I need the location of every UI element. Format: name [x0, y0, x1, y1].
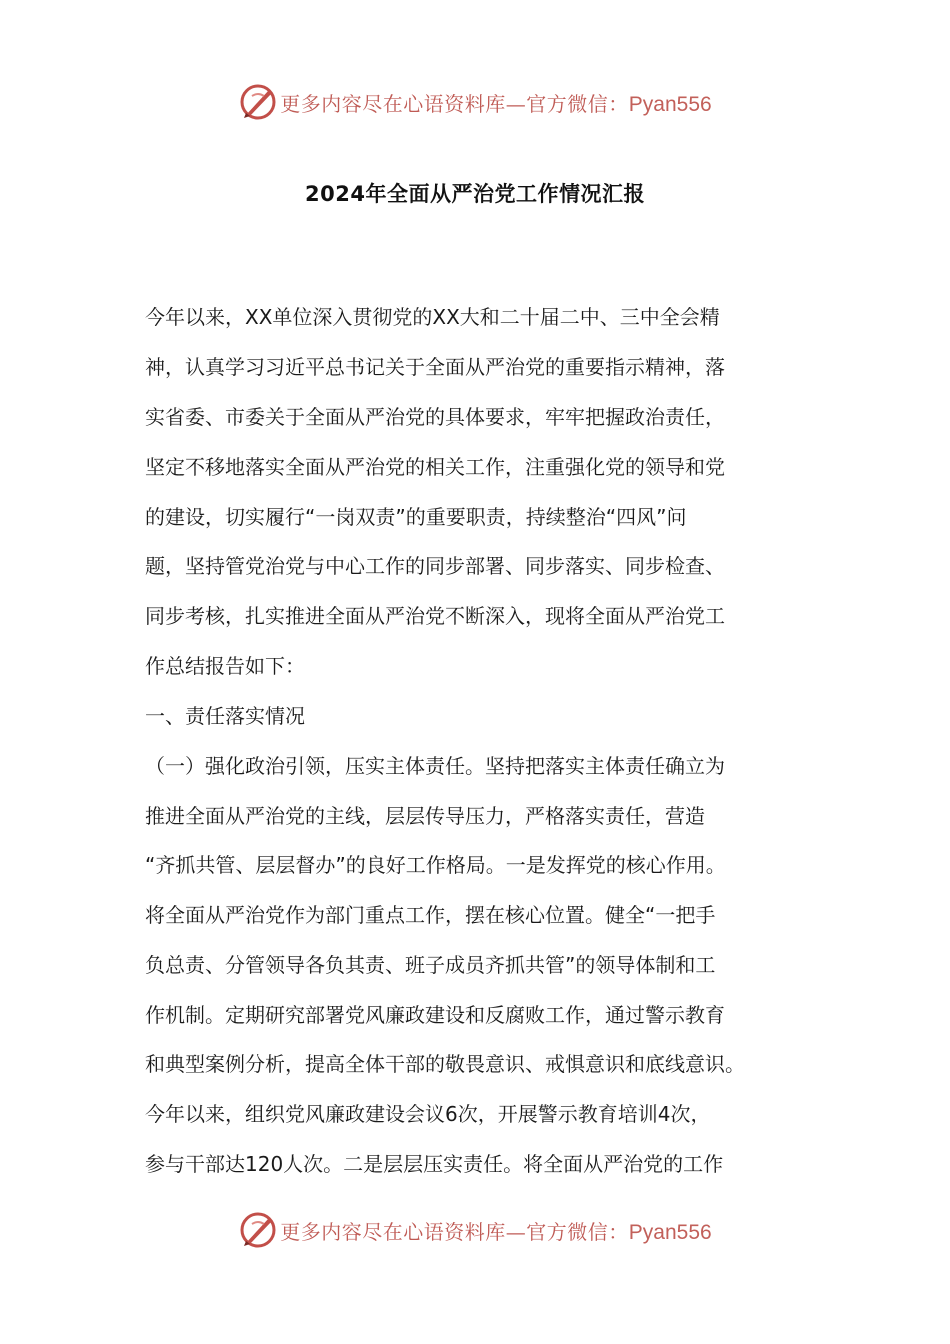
pen-circle-logo-icon	[238, 1210, 278, 1250]
body-line: 题，坚持管党治党与中心工作的同步部署、同步落实、同步检查、	[145, 554, 725, 578]
body-line: 今年以来，组织党风廉政建设会议6次，开展警示教育培训4次，	[145, 1102, 711, 1126]
body-line: 今年以来，XX单位深入贯彻党的XX大和二十届二中、三中全会精	[145, 305, 720, 329]
section-heading: 一、责任落实情况	[145, 704, 305, 728]
body-line: 推进全面从严治党的主线，层层传导压力，严格落实责任，营造	[145, 804, 705, 828]
footer-watermark	[0, 1208, 950, 1252]
pen-circle-logo-icon	[238, 82, 278, 122]
document-title: 2024年全面从严治党工作情况汇报	[305, 182, 645, 206]
body-line: 作总结报告如下：	[145, 654, 305, 678]
watermark-brand: Pyan556	[628, 92, 712, 116]
body-line: “齐抓共管、层层督办”的良好工作格局。一是发挥党的核心作用。	[145, 853, 726, 877]
body-line: 同步考核，扎实推进全面从严治党不断深入，现将全面从严治党工	[145, 604, 725, 628]
body-line: 神，认真学习习近平总书记关于全面从严治党的重要指示精神，落	[145, 355, 725, 379]
header-watermark	[0, 80, 950, 124]
body-line: （一）强化政治引领，压实主体责任。坚持把落实主体责任确立为	[145, 754, 725, 778]
body-line: 的建设，切实履行“一岗双责”的重要职责，持续整治“四风”问	[145, 505, 687, 529]
body-line: 负总责、分管领导各负其责、班子成员齐抓共管”的领导体制和工	[145, 953, 716, 977]
body-line: 将全面从严治党作为部门重点工作，摆在核心位置。健全“一把手	[145, 903, 716, 927]
watermark-text	[280, 88, 711, 117]
body-line: 和典型案例分析，提高全体干部的敬畏意识、戒惧意识和底线意识。	[145, 1052, 745, 1076]
watermark-text	[280, 1216, 711, 1245]
body-line: 参与干部达120人次。二是层层压实责任。将全面从严治党的工作	[145, 1152, 724, 1176]
body-line: 作机制。定期研究部署党风廉政建设和反腐败工作，通过警示教育	[145, 1003, 725, 1027]
body-line: 实省委、市委关于全面从严治党的具体要求，牢牢把握政治责任，	[145, 405, 725, 429]
watermark-prefix: 更多内容尽在心语资料库—官方微信：	[280, 91, 629, 116]
body-line: 坚定不移地落实全面从严治党的相关工作，注重强化党的领导和党	[145, 455, 725, 479]
watermark-prefix: 更多内容尽在心语资料库—官方微信：	[280, 1219, 629, 1244]
watermark-brand: Pyan556	[628, 1220, 712, 1244]
